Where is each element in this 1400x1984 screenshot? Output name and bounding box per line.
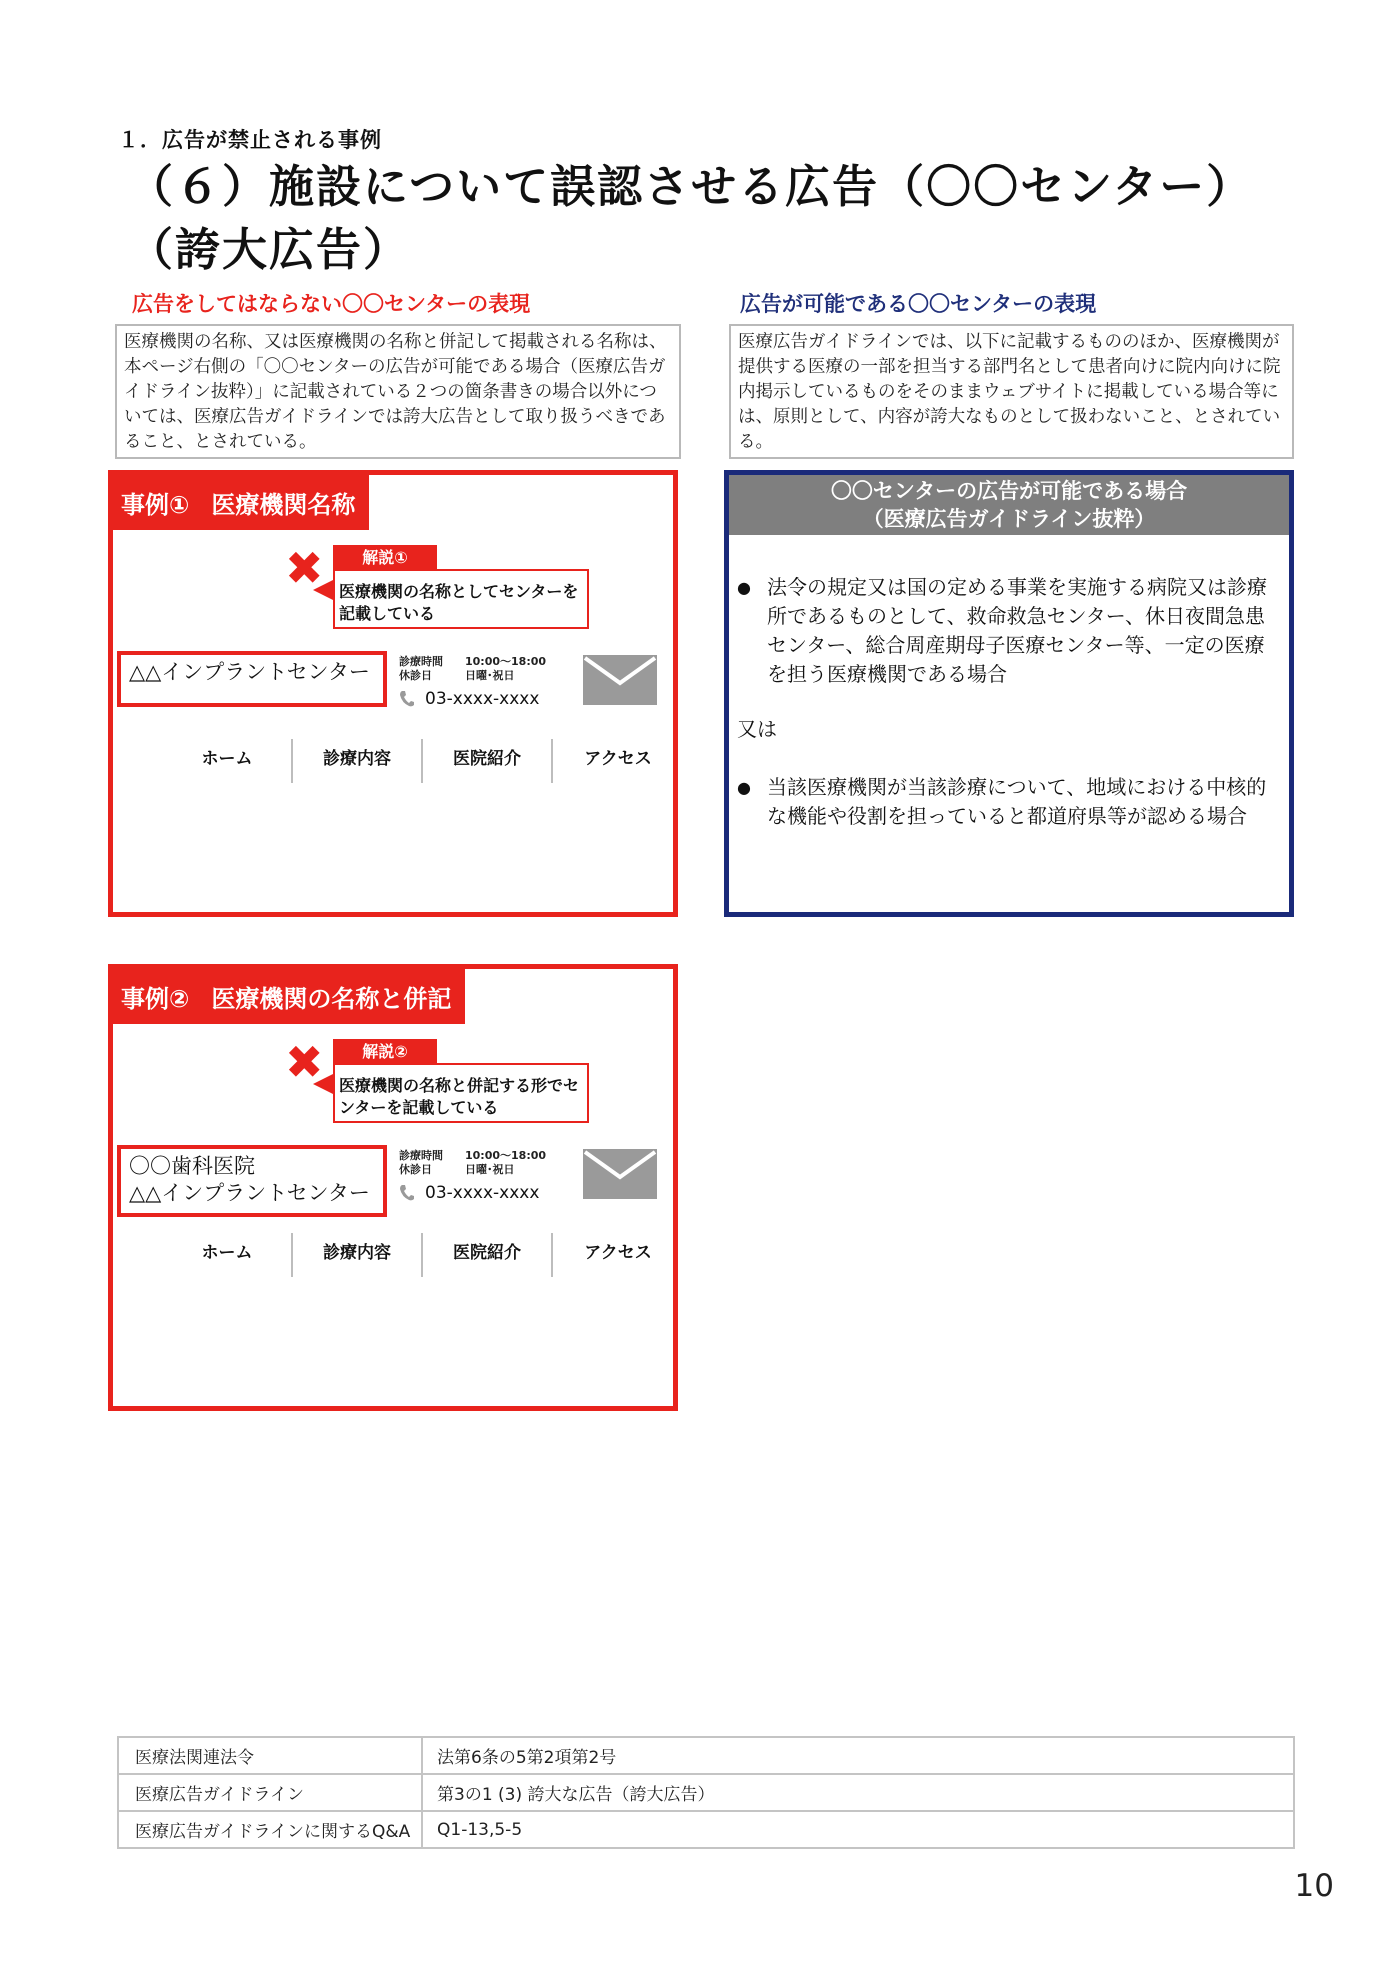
callout-tail (313, 580, 333, 600)
nav-item-about: 医院紹介 (423, 739, 553, 783)
table-value-cell: 第3の1 (3) 誇大な広告（誇大広告） (422, 1774, 1294, 1811)
case1-center-name (117, 651, 387, 707)
case2-phone-number: 03-xxxx-xxxx (425, 1183, 540, 1203)
page-subtitle: （誇大広告） (128, 223, 411, 276)
table-row (118, 1737, 1294, 1774)
table-label-cell: 医療広告ガイドライン (118, 1774, 422, 1811)
table-value-cell: 法第6条の5第2項第2号 (422, 1737, 1294, 1774)
hours-value: 10:00～18:00 (465, 655, 547, 668)
guideline-bullet-1 (737, 573, 1287, 693)
case2-phone-row (399, 1183, 539, 1203)
case2-number: 事例② (121, 985, 190, 1013)
center-name-line: △△インプラントセンター (129, 660, 370, 684)
right-column-heading: 広告が可能である〇〇センターの表現 (740, 292, 1097, 316)
callout-tail (313, 1074, 333, 1094)
mail-icon (583, 655, 657, 705)
case1-callout-tab: 解説① (333, 545, 437, 571)
nav-item-services: 診療内容 (293, 739, 423, 783)
nav-item-access: アクセス (584, 749, 652, 769)
guideline-connector: 又は (737, 717, 777, 741)
bullet-icon: ● (737, 778, 751, 797)
left-column-heading: 広告をしてはならない〇〇センターの表現 (132, 292, 531, 316)
nav-item-access: アクセス (584, 1243, 652, 1263)
page-number: 10 (1294, 1868, 1334, 1904)
case2-callout-tab: 解説② (333, 1039, 437, 1065)
nav-item-home: ホーム (163, 739, 293, 783)
cross-mark-icon: ✖ (285, 541, 324, 595)
phone-icon (399, 1184, 415, 1202)
hours-value: 10:00～18:00 (465, 1149, 547, 1162)
nav-item-home: ホーム (163, 1233, 293, 1277)
case2-callout-text: 医療機関の名称と併記する形でセンターを記載している (333, 1063, 589, 1123)
bullet-icon: ● (737, 578, 751, 597)
guideline-header-title: 〇〇センターの広告が可能である場合 (830, 479, 1188, 503)
case1-hours (399, 655, 546, 683)
table-value-cell: Q1-13,5-5 (422, 1811, 1294, 1848)
reference-table (117, 1736, 1295, 1849)
guideline-bullet-2-text: 当該医療機関が当該診療について、地域における中核的な機能や役割を担っていると都道府県等が認める場合 (767, 775, 1267, 828)
case1-phone-row (399, 689, 539, 709)
case2-example-panel (108, 964, 678, 1411)
center-name-line: 〇〇歯科医院 (129, 1154, 255, 1178)
page-title: （６）施設について誤認させる広告（〇〇センター） (128, 160, 1254, 213)
table-row (118, 1811, 1294, 1848)
nav-item-services: 診療内容 (293, 1233, 423, 1277)
center-name-line: △△インプラントセンター (129, 1181, 370, 1205)
guideline-bullet-2 (737, 773, 1287, 863)
case1-header (113, 475, 369, 530)
left-description: 医療機関の名称、又は医療機関の名称と併記して掲載される名称は、本ページ右側の「〇〇センターの広告が可能である場合（医療広告ガイドライン抜粋）」に記載されている２つの箇条書きの場合以外については、医療広告ガイドラインでは誇大広告として取り扱うべきであること、とされている。 (115, 324, 681, 459)
case1-example-panel (108, 470, 678, 917)
case1-title: 医療機関名称 (211, 491, 356, 519)
guideline-header-subtitle: （医療広告ガイドライン抜粋） (862, 507, 1156, 531)
hours-label: 診療時間 (399, 1149, 443, 1162)
case1-nav (163, 739, 683, 783)
case2-nav (163, 1233, 683, 1277)
case1-callout-text: 医療機関の名称としてセンターを記載している (333, 569, 589, 629)
case2-header (113, 969, 465, 1024)
right-description: 医療広告ガイドラインでは、以下に記載するもののほか、医療機関が提供する医療の一部を担当する部門名として患者向けに院内向けに院内掲示しているものをそのままウェブサイトに掲載している場合等には、原則として、内容が誇大なものとして扱わないこと、とされている。 (729, 324, 1294, 459)
case1-phone-number: 03-xxxx-xxxx (425, 689, 540, 709)
table-label-cell: 医療法関連法令 (118, 1737, 422, 1774)
guideline-header (729, 475, 1289, 535)
hours-label: 診療時間 (399, 655, 443, 668)
case2-center-name (117, 1145, 387, 1217)
cross-mark-icon: ✖ (285, 1035, 324, 1089)
case2-hours (399, 1149, 546, 1177)
section-label: １．広告が禁止される事例 (118, 128, 382, 152)
table-label-cell: 医療広告ガイドラインに関するQ&A (118, 1811, 422, 1848)
case1-number: 事例① (121, 491, 190, 519)
guideline-excerpt-panel (724, 470, 1294, 917)
phone-icon (399, 690, 415, 708)
closed-value: 日曜･祝日 (465, 1163, 515, 1176)
table-row (118, 1774, 1294, 1811)
closed-label: 休診日 (399, 669, 432, 682)
closed-label: 休診日 (399, 1163, 432, 1176)
nav-item-about: 医院紹介 (423, 1233, 553, 1277)
mail-icon (583, 1149, 657, 1199)
guideline-bullet-1-text: 法令の規定又は国の定める事業を実施する病院又は診療所であるものとして、救命救急センター、休日夜間急患センター、総合周産期母子医療センター等、一定の医療を担う医療機関である場合 (767, 575, 1267, 686)
case2-title: 医療機関の名称と併記 (211, 985, 452, 1013)
closed-value: 日曜･祝日 (465, 669, 515, 682)
